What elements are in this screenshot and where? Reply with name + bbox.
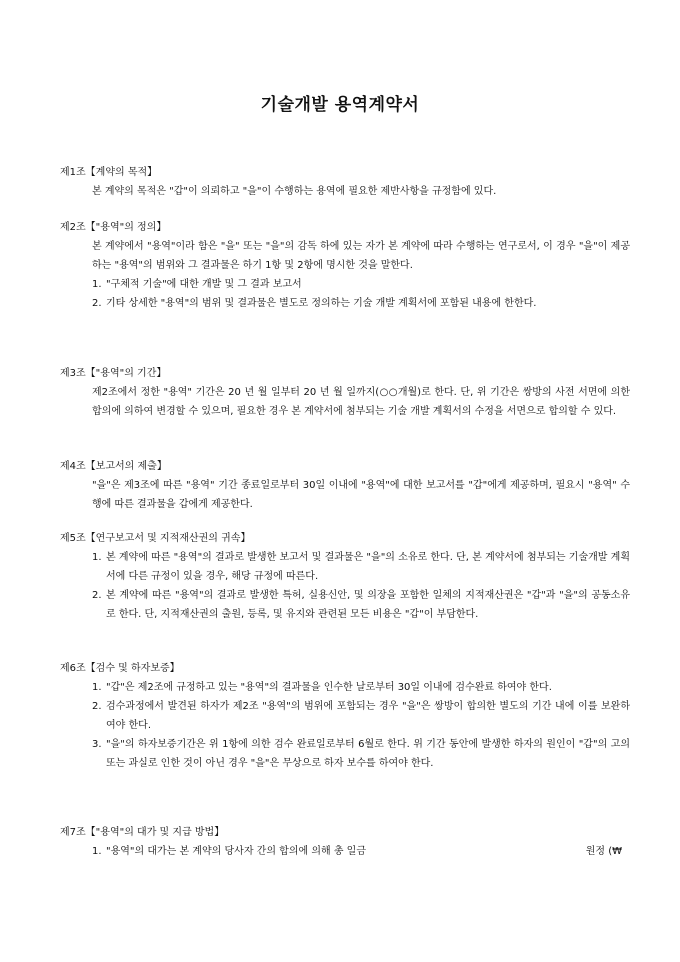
- article-list: [60, 678, 630, 773]
- article-body: "을"은 제3조에 따른 "용역" 기간 종료일로부터 30일 이내에 "용역"에 대한 보고서를 "갑"에게 제공하며, 필요시 "용역" 수행에 따른 결과물을 갑에게 제공한다.: [92, 480, 630, 510]
- article-heading: 제2조【"용역"의 정의】: [60, 222, 167, 233]
- article-5: [60, 529, 630, 624]
- article-list: [60, 548, 630, 624]
- article-6: [60, 659, 630, 773]
- article-heading: 제5조【연구보고서 및 지적재산권의 귀속】: [60, 533, 251, 544]
- list-item: 2. 본 계약에 따른 "용역"의 결과로 발생한 특허, 실용신안, 및 의장을 포함한 일체의 지적재산권은 "갑"과 "을"의 공동소유로 한다. 단, 지적재산권의 출원, 등록, 및 유지와 관련된 모든 비용은 "갑"이 부담한다.: [92, 590, 630, 620]
- article-heading: 제7조【"용역"의 대가 및 지급 방법】: [60, 827, 225, 838]
- list-item: 1. 본 계약에 따른 "용역"의 결과로 발생한 보고서 및 결과물은 "을"의 소유로 한다. 단, 본 계약서에 첨부되는 기술개발 계획서에 다른 규정이 있을 경우, 해당 규정에 따른다.: [92, 552, 630, 582]
- list-item: 2. 기타 상세한 "용역"의 범위 및 결과물은 별도로 정의하는 기술 개발 계획서에 포함된 내용에 한한다.: [92, 298, 537, 309]
- article-1: [60, 163, 630, 201]
- list-item: 1. "갑"은 제2조에 규정하고 있는 "용역"의 결과물을 인수한 날로부터 30일 이내에 검수완료 하여야 한다.: [92, 682, 552, 693]
- article-4: [60, 457, 630, 514]
- document-title: 기술개발 용역계약서: [260, 95, 420, 115]
- article-list: [60, 842, 630, 861]
- article-body: 본 계약에서 "용역"이라 함은 "을" 또는 "을"의 감독 하에 있는 자가 본 계약에 따라 수행하는 연구로서, 이 경우 "을"이 제공하는 "용역"의 범위와 그 결과물은 하기 1항 및 2항에 명시한 것을 말한다.: [92, 241, 630, 271]
- article-7: [60, 823, 630, 861]
- amount-suffix: 원정 (₩: [585, 846, 622, 857]
- article-body: 본 계약의 목적은 "갑"이 의뢰하고 "을"이 수행하는 용역에 필요한 제반사항을 규정함에 있다.: [92, 186, 497, 197]
- article-list: [60, 275, 630, 313]
- article-2: [60, 218, 630, 313]
- list-item: 2. 검수과정에서 발견된 하자가 제2조 "용역"의 범위에 포함되는 경우 "을"은 쌍방이 합의한 별도의 기간 내에 이를 보완하여야 한다.: [92, 701, 630, 731]
- list-item: 1. "구체적 기술"에 대한 개발 및 그 결과 보고서: [92, 279, 302, 290]
- list-item: 3. "을"의 하자보증기간은 위 1항에 의한 검수 완료일로부터 6월로 한다. 위 기간 동안에 발생한 하자의 원인이 "갑"의 고의 또는 과실로 인한 것이 아닌 경우 "을"은 무상으로 하자 보수를 하여야 한다.: [92, 739, 630, 769]
- article-3: [60, 364, 630, 421]
- article-heading: 제3조【"용역"의 기간】: [60, 368, 167, 379]
- article-heading: 제6조【검수 및 하자보증】: [60, 663, 180, 674]
- article-heading: 제4조【보고서의 제출】: [60, 461, 167, 472]
- article-heading: 제1조【계약의 목적】: [60, 167, 158, 178]
- list-item: 1. "용역"의 대가는 본 계약의 당사자 간의 합의에 의해 총 일금 원정 (₩: [60, 842, 630, 861]
- article-body: 제2조에서 정한 "용역" 기간은 20 년 월 일부터 20 년 월 일까지(○○개월)로 한다. 단, 위 기간은 쌍방의 사전 서면에 의한 합의에 의하여 변경할 수 있으며, 필요한 경우 본 계약서에 첨부되는 기술 개발 계획서의 수정을 서면으로 합의할 수 있다.: [92, 387, 630, 417]
